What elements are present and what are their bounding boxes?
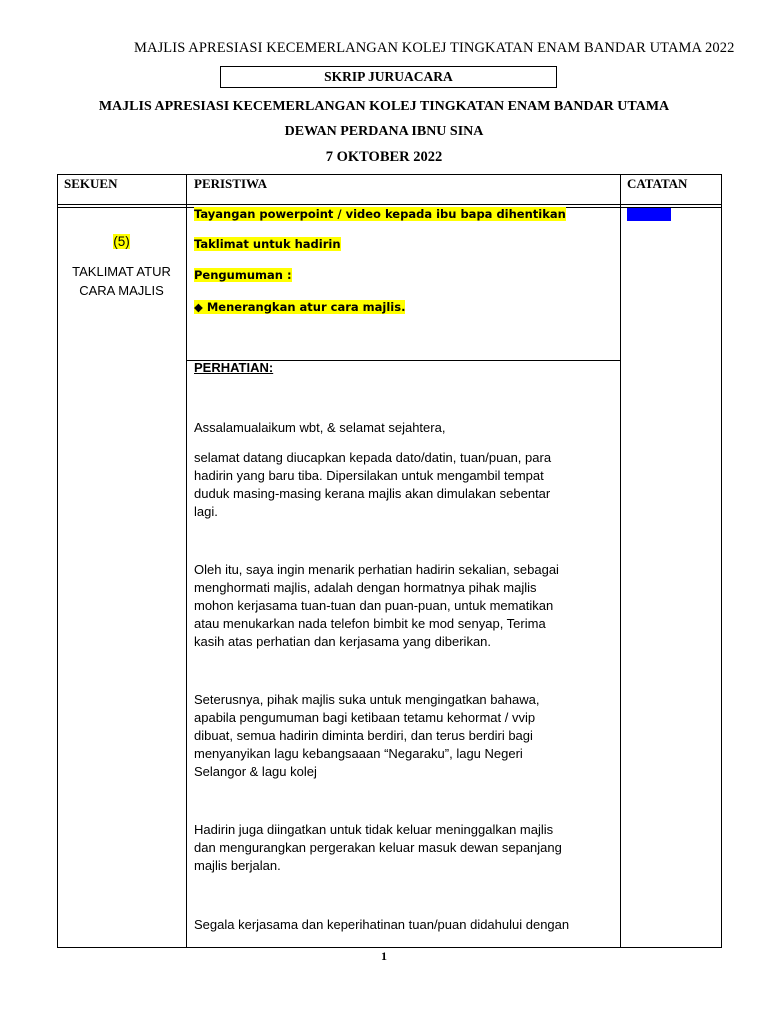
col-divider-2 — [620, 174, 621, 948]
notice-paragraph: Seterusnya, pihak majlis suka untuk mengingatkan bahawa, apabila pengumuman bagi ketibaan tetamu kehormat / vvip dibuat, semua hadirin diminta berdiri, dan terus berdiri bagi menyanyikan lagu kebangsaaan “Negaraku”, lagu Negeri Selangor & lagu kolej — [194, 692, 540, 779]
page-number: 1 — [381, 949, 387, 963]
column-header-sekuen: SEKUEN — [64, 176, 118, 191]
notice-paragraph: Assalamualaikum wbt, & selamat sejahtera, — [194, 420, 446, 435]
event-title: MAJLIS APRESIASI KECEMERLANGAN KOLEJ TINGKATAN ENAM BANDAR UTAMA — [98, 99, 670, 114]
table-border-right — [721, 174, 722, 948]
running-header: MAJLIS APRESIASI KECEMERLANGAN KOLEJ TINGKATAN ENAM BANDAR UTAMA 2022 — [134, 40, 735, 56]
script-title-box: SKRIP JURUACARA — [220, 66, 557, 88]
catatan-tag — [627, 208, 671, 221]
event-item: Pengumuman : — [194, 268, 292, 282]
event-item: ◆ Menerangkan atur cara majlis. — [194, 300, 406, 314]
event-date: 7 OKTOBER 2022 — [325, 149, 443, 165]
notice-paragraph: Hadirin juga diingatkan untuk tidak keluar meninggalkan majlis dan mengurangkan pergerakan keluar masuk dewan sepanjang majlis berjalan. — [194, 822, 562, 873]
event-item: Taklimat untuk hadirin — [194, 237, 341, 251]
notice-paragraph: Oleh itu, saya ingin menarik perhatian hadirin sekalian, sebagai menghormati majlis, adalah dengan hormatnya pihak majlis mohon kerjasama tuan-tuan dan puan-puan, untuk mematikan atau menukarkan nada telefon bimbit ke mod senyap, Terima kasih atas perhatian dan kerjasama yang diberikan. — [194, 562, 559, 649]
column-header-catatan: CATATAN — [627, 176, 688, 191]
col-divider-1 — [186, 174, 187, 948]
notice-title: PERHATIAN: — [194, 360, 274, 375]
sequence-name: TAKLIMAT ATUR CARA MAJLIS — [72, 264, 171, 298]
column-header-peristiwa: PERISTIWA — [194, 176, 267, 191]
notice-paragraph: Segala kerjasama dan keperihatinan tuan/puan didahului dengan — [194, 917, 570, 932]
program-table — [57, 174, 722, 948]
venue: DEWAN PERDANA IBNU SINA — [284, 124, 484, 139]
event-item: Tayangan powerpoint / video kepada ibu bapa dihentikan — [194, 207, 566, 221]
sequence-number: (5) — [113, 234, 130, 249]
table-border-top — [57, 174, 722, 175]
notice-paragraph: selamat datang diucapkan kepada dato/datin, tuan/puan, para hadirin yang baru tiba. Dipersilakan untuk mengambil tempat duduk masing-masing kerana majlis akan dimulakan sebentar lagi. — [194, 450, 552, 519]
table-border-bottom — [57, 947, 722, 948]
table-header-divider — [57, 204, 722, 205]
